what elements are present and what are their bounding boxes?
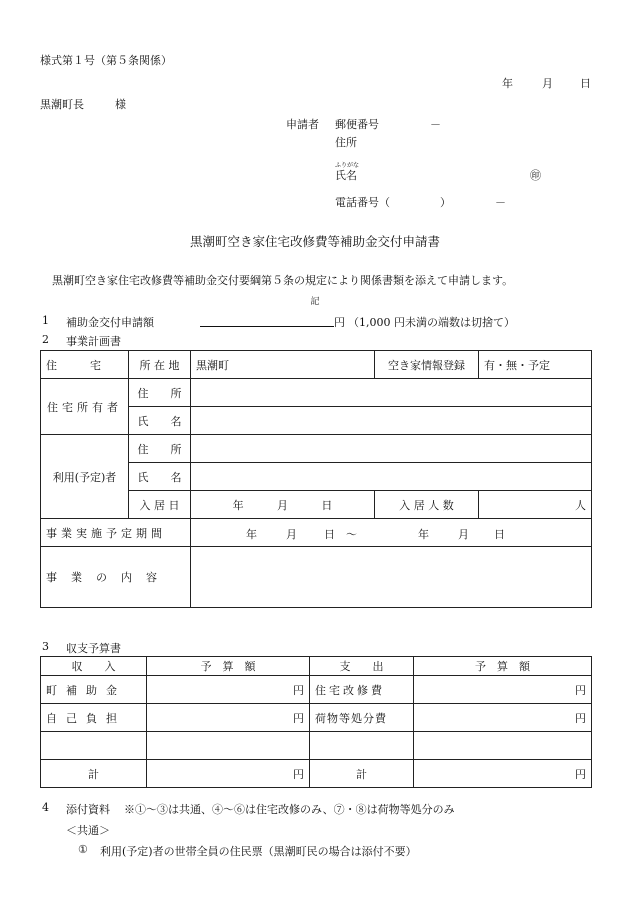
move-in-month: 月 <box>276 498 288 512</box>
income-header: 収 入 <box>41 657 147 676</box>
move-in-year: 年 <box>232 498 244 512</box>
housing-label: 住 宅 <box>41 351 129 379</box>
postal-dash: － <box>430 118 441 131</box>
item1-text: 利用(予定)者の世帯全員の住民票（黒潮町民の場合は添付不要） <box>100 845 417 858</box>
owner-name-field[interactable] <box>191 407 592 435</box>
disposal-amount[interactable]: 円 <box>414 704 592 732</box>
residents-label: 入 居 人 数 <box>375 491 479 519</box>
period-label: 事業実施予定期間 <box>41 519 191 547</box>
renovation-amount[interactable]: 円 <box>414 676 592 704</box>
section4-note: ※①～③は共通、④～⑥は住宅改修のみ、⑦・⑧は荷物等処分のみ <box>124 803 455 816</box>
section2-number: 2 <box>42 333 49 346</box>
user-name-field[interactable] <box>191 463 592 491</box>
section1-number: 1 <box>42 314 49 327</box>
expense-total-amount[interactable]: 円 <box>414 760 592 788</box>
section4-number: 4 <box>42 801 49 814</box>
user-label: 利用(予定)者 <box>41 435 129 519</box>
income-total-label: 計 <box>41 760 147 788</box>
owner-name-label: 氏 名 <box>129 407 191 435</box>
period-day-1: 日 <box>324 527 335 541</box>
period-year-2: 年 <box>418 527 429 541</box>
section1-yen: 円 <box>334 316 345 329</box>
period-month-2: 月 <box>458 527 469 541</box>
seal-mark: ㊞ <box>530 169 541 182</box>
budget-header: 予 算 額 <box>147 657 310 676</box>
vacancy-label: 空き家情報登録 <box>375 351 479 379</box>
form-number: 様式第１号（第５条関係） <box>40 54 172 67</box>
section1-label: 補助金交付申請額 <box>66 316 154 329</box>
plan-table <box>40 350 592 608</box>
residents-field[interactable]: 人 <box>479 491 592 519</box>
phone-label: 電話番号（ <box>335 196 390 209</box>
self-pay-label: 自己負担 <box>41 704 147 732</box>
owner-address-label: 住 所 <box>129 379 191 407</box>
subsidy-amount[interactable]: 円 <box>147 676 310 704</box>
move-in-label: 入 居 日 <box>129 491 191 519</box>
item1-number: ① <box>78 843 88 856</box>
blank-expense-amount[interactable] <box>414 732 592 760</box>
section3-label: 収支予算書 <box>66 642 121 655</box>
budget-header-2: 予 算 額 <box>414 657 592 676</box>
date-month: 月 <box>542 77 553 90</box>
addressee-name: 黒潮町長 <box>40 98 84 111</box>
period-field[interactable] <box>191 519 592 547</box>
page-title: 黒潮町空き家住宅改修費等補助金交付申請書 <box>189 234 440 249</box>
addressee-honorific: 様 <box>115 98 126 111</box>
applicant-label: 申請者 <box>286 118 319 131</box>
renovation-label: 住宅改修費 <box>310 676 414 704</box>
owner-address-field[interactable] <box>191 379 592 407</box>
expense-header: 支 出 <box>310 657 414 676</box>
phone-close: ） <box>440 196 451 209</box>
name-label: 氏名 <box>335 169 357 182</box>
content-field[interactable] <box>191 547 592 608</box>
blank-expense[interactable] <box>310 732 414 760</box>
amount-underline[interactable] <box>200 326 334 327</box>
income-total-amount[interactable]: 円 <box>147 760 310 788</box>
section1-note: （1,000 円未満の端数は切捨て） <box>348 316 515 329</box>
self-pay-amount[interactable]: 円 <box>147 704 310 732</box>
move-in-day: 日 <box>321 498 333 512</box>
user-name-label: 氏 名 <box>129 463 191 491</box>
section4-label: 添付資料 <box>66 803 110 816</box>
content-label: 事業の内容 <box>41 547 191 608</box>
owner-label: 住宅所有者 <box>41 379 129 435</box>
period-month-1: 月 <box>286 527 297 541</box>
period-tilde: ～ <box>346 527 357 541</box>
vacancy-value[interactable]: 有・無・予定 <box>479 351 592 379</box>
blank-income-amount[interactable] <box>147 732 310 760</box>
user-address-label: 住 所 <box>129 435 191 463</box>
disposal-label: 荷物等処分費 <box>310 704 414 732</box>
common-heading: ＜共通＞ <box>66 824 110 837</box>
postal-label: 郵便番号 <box>335 118 379 131</box>
intro-text: 黒潮町空き家住宅改修費等補助金交付要綱第５条の規定により関係書類を添えて申請します。 <box>52 274 514 287</box>
phone-dash: － <box>495 196 506 209</box>
address-label: 住所 <box>335 136 357 149</box>
user-address-field[interactable] <box>191 435 592 463</box>
period-day-2: 日 <box>494 527 505 541</box>
budget-table <box>40 656 592 788</box>
section2-label: 事業計画書 <box>66 335 121 348</box>
section3-number: 3 <box>42 640 49 653</box>
ki-mark: 記 <box>310 297 320 307</box>
move-in-date-field[interactable] <box>191 491 375 519</box>
location-label: 所 在 地 <box>129 351 191 379</box>
furigana-label: ふりがな <box>335 162 360 169</box>
subsidy-label: 町補助金 <box>41 676 147 704</box>
blank-income[interactable] <box>41 732 147 760</box>
period-year-1: 年 <box>246 527 257 541</box>
expense-total-label: 計 <box>310 760 414 788</box>
date-year: 年 <box>502 77 513 90</box>
location-value[interactable]: 黒潮町 <box>191 351 375 379</box>
date-day: 日 <box>580 77 591 90</box>
